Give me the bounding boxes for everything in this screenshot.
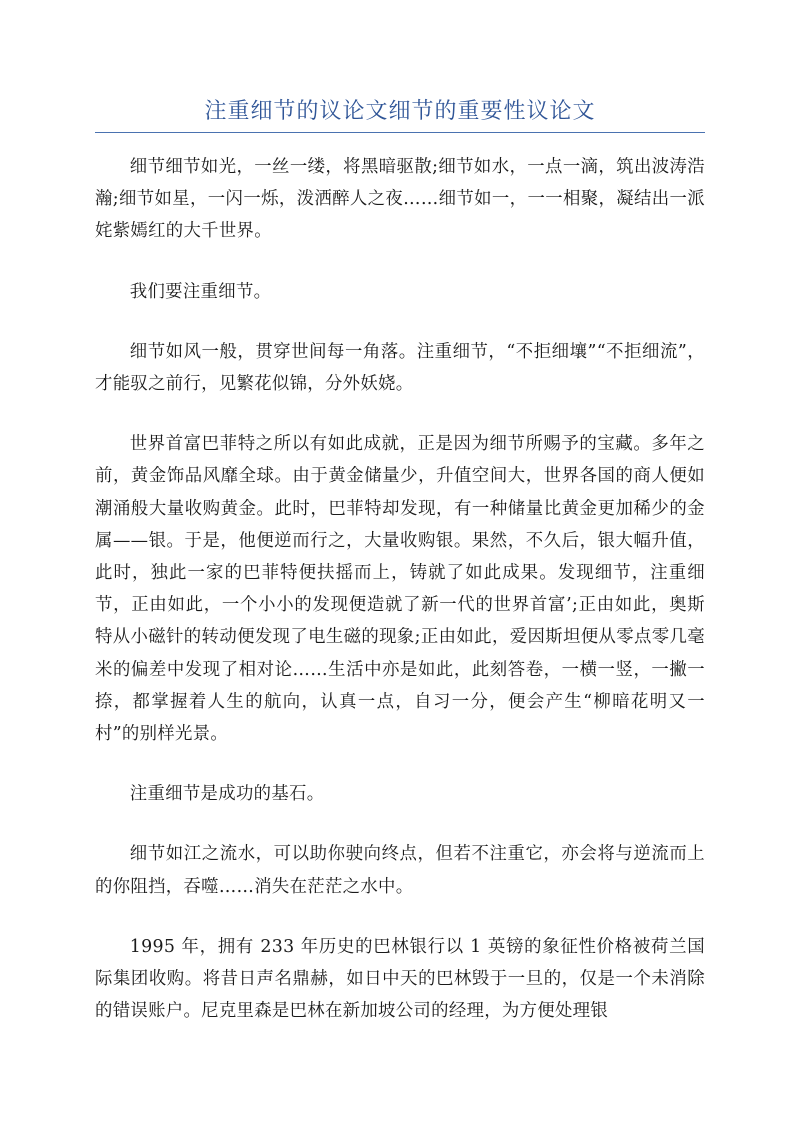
document-body — [95, 151, 705, 1055]
title-underline — [95, 132, 705, 133]
paragraph: 注重细节是成功的基石。 — [129, 784, 325, 805]
paragraph: 世界首富巴菲特之所以有如此成就，正是因为细节所赐予的宝藏。多年之前，黄金饰品风靡全球。由于黄金储量少，升值空间大，世界各国的商人便如潮涌般大量收购黄金。此时，巴菲特却发现，有一种储量比黄金更加稀少的金属——银。于是，他便逆而行之，大量收购银。果然，不久后，银大幅升值，此时，独此一家的巴菲特便扶摇而上，铸就了如此成果。发现细节，注重细节，正由如此，一个小小的发现便造就了新一代的世界首富’;正由如此，奥斯特从小磁针的转动便发现了电生磁的现象;正由如此，爱因斯坦便从零点零几毫米的偏差中发现了相对论……生活中亦是如此，此刻答卷，一横一竖，一撇一捺，都掌握着人生的航向，认真一点，自习一分，便会产生“柳暗花明又一村”的别样光景。 — [95, 434, 705, 745]
document-title: 注重细节的议论文细节的重要性议论文 — [204, 99, 596, 124]
paragraph: 我们要注重细节。 — [129, 281, 272, 302]
paragraph: 1995 年，拥有 233 年历史的巴林银行以 1 英镑的象征性价格被荷兰国际集团收购。将昔日声名鼎赫，如日中天的巴林毁于一旦的，仅是一个未消除的错误账户。尼克里森是巴林在新加坡公司的经理，为方便处理银 — [95, 936, 705, 1022]
paragraph: 细节如风一般，贯穿世间每一角落。注重细节，“不拒细壤”“不拒细流”，才能驭之前行，见繁花似锦，分外妖娆。 — [95, 341, 705, 395]
paragraph: 细节细节如光，一丝一缕，将黑暗驱散;细节如水，一点一滴，筑出波涛浩瀚;细节如星，一闪一烁，泼洒醉人之夜……细节如一，一一相聚，凝结出一派姹紫嫣红的大千世界。 — [95, 157, 705, 242]
paragraph: 细节如江之流水，可以助你驶向终点，但若不注重它，亦会将与逆流而上的你阻挡，吞噬……消失在茫茫之水中。 — [95, 844, 705, 897]
